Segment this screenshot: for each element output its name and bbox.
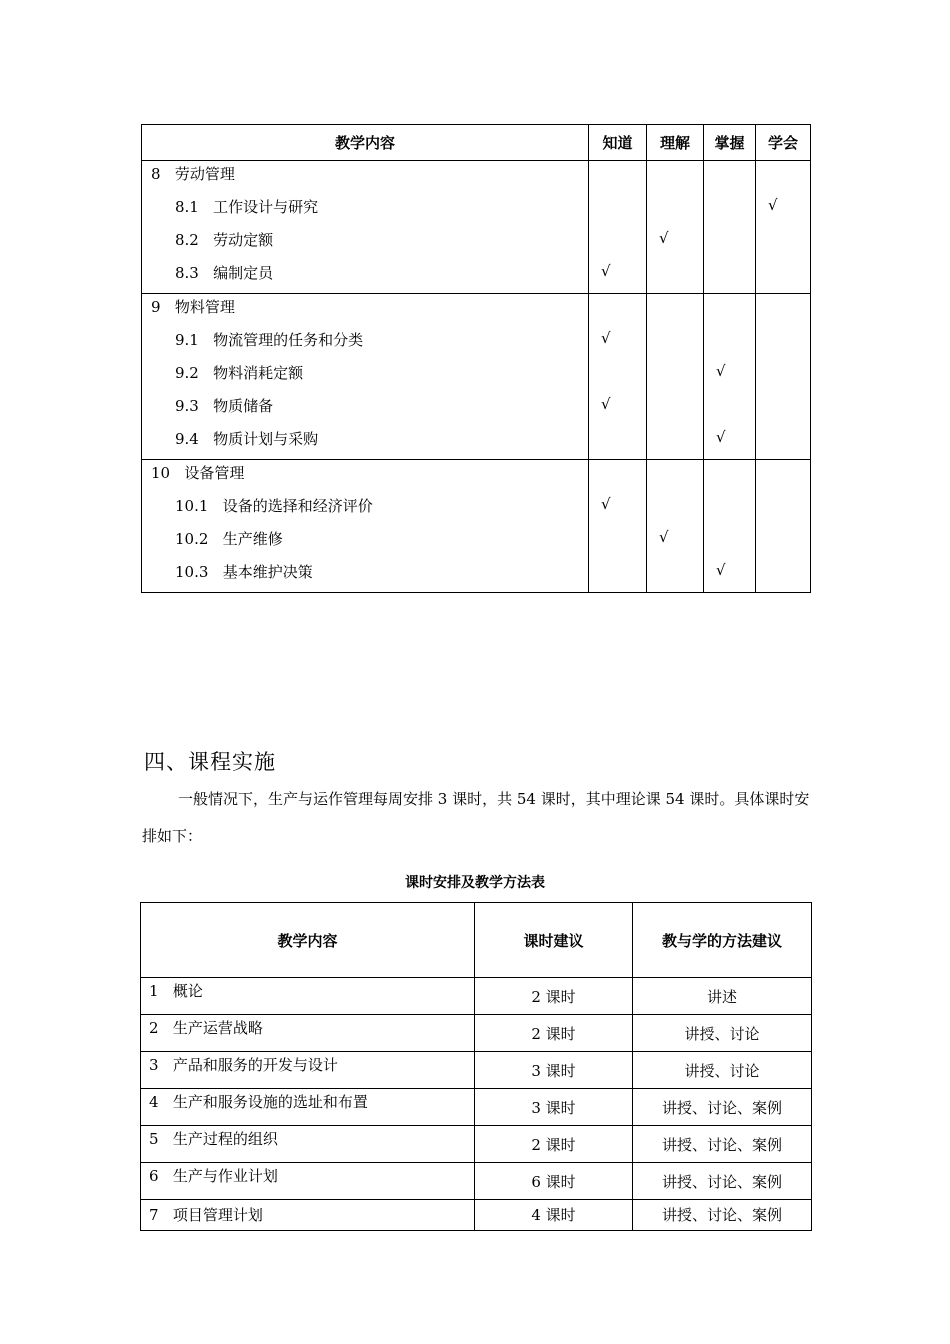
schedule-row <box>141 1163 812 1200</box>
row-content: 7 项目管理计划 <box>141 1200 475 1231</box>
row-hours: 2 课时 <box>475 1126 633 1163</box>
header-master: 掌握 <box>704 125 756 161</box>
header-learn: 学会 <box>756 125 811 161</box>
objectives-content-cell <box>142 161 589 294</box>
section-item: 9.3 物质储备 <box>175 397 274 415</box>
objectives-table <box>141 124 811 593</box>
header-know: 知道 <box>589 125 647 161</box>
schedule-table <box>140 902 812 1231</box>
check-mark: √ <box>601 262 611 280</box>
level-column-1 <box>589 294 647 460</box>
row-method: 讲授、讨论、案例 <box>633 1126 812 1163</box>
row-method: 讲授、讨论、案例 <box>633 1163 812 1200</box>
objectives-group-row <box>142 460 811 593</box>
header-hours: 课时建议 <box>475 903 633 978</box>
objectives-group-row <box>142 161 811 294</box>
row-method: 讲授、讨论 <box>633 1052 812 1089</box>
level-column-3 <box>704 294 756 460</box>
objectives-content-cell <box>142 460 589 593</box>
row-hours: 3 课时 <box>475 1052 633 1089</box>
section-item: 8.1 工作设计与研究 <box>175 198 319 216</box>
level-column-2 <box>647 460 704 593</box>
section-item: 9.1 物流管理的任务和分类 <box>175 331 364 349</box>
section-item: 9.4 物质计划与采购 <box>175 430 319 448</box>
check-mark: √ <box>601 395 611 413</box>
section-item: 10.3 基本维护决策 <box>175 563 313 581</box>
header-method: 教与学的方法建议 <box>633 903 812 978</box>
chapter-title: 10 设备管理 <box>151 464 245 482</box>
row-method: 讲授、讨论、案例 <box>633 1089 812 1126</box>
section-paragraph: 一般情况下，生产与运作管理每周安排 3 课时，共 54 课时，其中理论课 54 课时。具体课时安排如下： <box>142 790 810 845</box>
level-column-4 <box>756 294 811 460</box>
section-item: 8.3 编制定员 <box>175 264 274 282</box>
objectives-group-row <box>142 294 811 460</box>
header-content: 教学内容 <box>142 125 589 161</box>
row-content: 1 概论 <box>141 978 475 1015</box>
row-hours: 6 课时 <box>475 1163 633 1200</box>
header-content: 教学内容 <box>141 903 475 978</box>
chapter-title: 8 劳动管理 <box>151 165 235 183</box>
check-mark: √ <box>601 495 611 513</box>
row-hours: 2 课时 <box>475 978 633 1015</box>
objectives-header-row <box>142 125 811 161</box>
header-understand: 理解 <box>647 125 704 161</box>
objectives-content-cell <box>142 294 589 460</box>
schedule-row <box>141 978 812 1015</box>
row-hours: 2 课时 <box>475 1015 633 1052</box>
level-column-4 <box>756 161 811 294</box>
check-mark: √ <box>768 196 778 214</box>
row-content: 5 生产过程的组织 <box>141 1126 475 1163</box>
schedule-header-row <box>141 903 812 978</box>
row-content: 3 产品和服务的开发与设计 <box>141 1052 475 1089</box>
schedule-row <box>141 1200 812 1231</box>
row-hours: 4 课时 <box>475 1200 633 1231</box>
section-item: 9.2 物料消耗定额 <box>175 364 304 382</box>
schedule-table-caption: 课时安排及教学方法表 <box>405 875 545 891</box>
level-column-1 <box>589 460 647 593</box>
check-mark: √ <box>659 528 669 546</box>
check-mark: √ <box>716 428 726 446</box>
level-column-2 <box>647 161 704 294</box>
schedule-row <box>141 1126 812 1163</box>
level-column-4 <box>756 460 811 593</box>
level-column-2 <box>647 294 704 460</box>
row-hours: 3 课时 <box>475 1089 633 1126</box>
check-mark: √ <box>659 229 669 247</box>
section-item: 8.2 劳动定额 <box>175 231 274 249</box>
row-content: 2 生产运营战略 <box>141 1015 475 1052</box>
row-content: 6 生产与作业计划 <box>141 1163 475 1200</box>
level-column-1 <box>589 161 647 294</box>
check-mark: √ <box>716 362 726 380</box>
section-item: 10.2 生产维修 <box>175 530 283 548</box>
chapter-title: 9 物料管理 <box>151 298 235 316</box>
level-column-3 <box>704 460 756 593</box>
schedule-row <box>141 1052 812 1089</box>
level-column-3 <box>704 161 756 294</box>
check-mark: √ <box>716 561 726 579</box>
row-content: 4 生产和服务设施的选址和布置 <box>141 1089 475 1126</box>
row-method: 讲授、讨论 <box>633 1015 812 1052</box>
section-item: 10.1 设备的选择和经济评价 <box>175 497 373 515</box>
row-method: 讲述 <box>633 978 812 1015</box>
check-mark: √ <box>601 329 611 347</box>
schedule-row <box>141 1089 812 1126</box>
row-method: 讲授、讨论、案例 <box>633 1200 812 1231</box>
section-title: 四、课程实施 <box>144 750 276 774</box>
schedule-row <box>141 1015 812 1052</box>
